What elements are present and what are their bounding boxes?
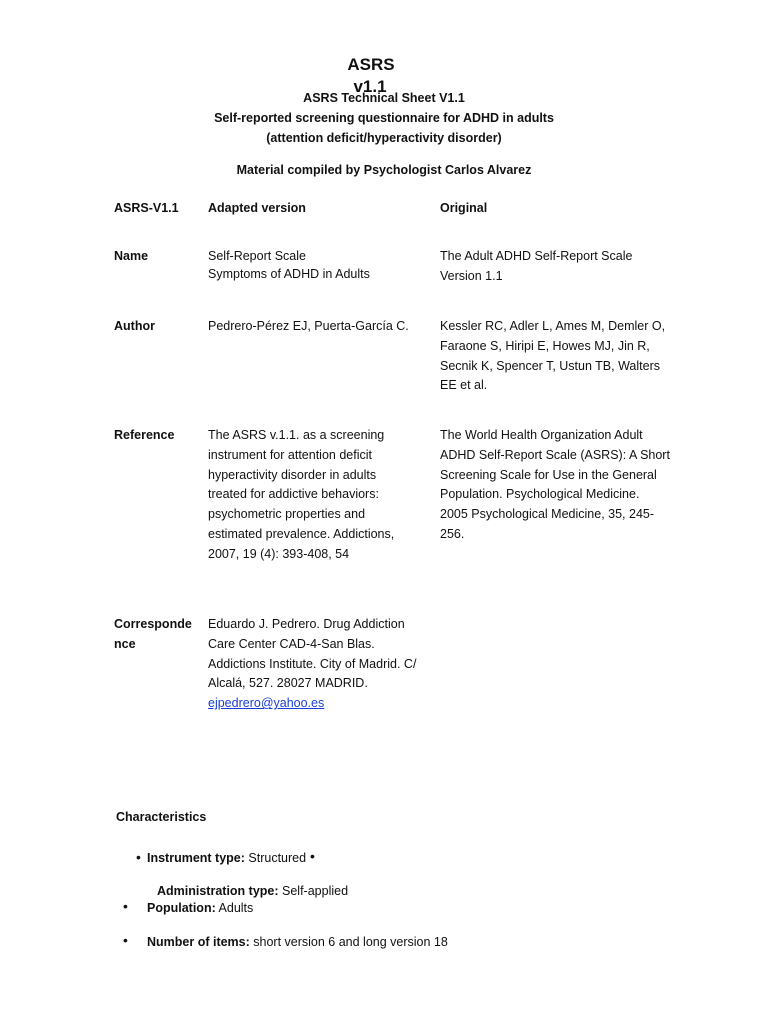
population-value: Adults [215, 901, 254, 915]
col-header-adapted: Adapted version [208, 201, 306, 215]
text-line: estimated prevalence. Addictions, [208, 526, 395, 541]
bullet-icon: • [310, 848, 315, 864]
number-of-items-label: Number of items: [147, 935, 250, 949]
instrument-type-value: Structured [244, 851, 307, 865]
author-original [440, 317, 665, 396]
name-original [440, 247, 632, 287]
text-line: Eduardo J. Pedrero. Drug Addiction [208, 617, 405, 631]
row-label-name: Name [114, 249, 149, 263]
text-line: Alcalá, 527. 28027 MADRID. [208, 676, 368, 691]
text-line: Care Center CAD-4-San Blas. [208, 636, 375, 651]
name-adapted [208, 247, 370, 285]
text-line: Secnik K, Spencer T, Ustun TB, Walters [440, 358, 660, 373]
compiled-by: Material compiled by Psychologist Carlos Alvarez [236, 163, 532, 177]
number-of-items-value: short version 6 and long version 18 [249, 935, 448, 949]
bullet-icon: • [123, 898, 128, 914]
text-line: Corresponde [114, 617, 192, 631]
bullet-icon: • [136, 849, 141, 865]
administration-type-value: Self-applied [278, 884, 349, 898]
reference-original [440, 426, 670, 545]
logo-line-1: ASRS [347, 55, 395, 74]
number-of-items-item [147, 933, 448, 953]
text-line: hyperactivity disorder in adults [208, 467, 377, 482]
text-line: Symptoms of ADHD in Adults [208, 266, 370, 281]
text-line: Addictions Institute. City of Madrid. C/ [208, 656, 417, 671]
logo-line-2: v1.1 [353, 77, 387, 96]
author-adapted: Pedrero-Pérez EJ, Puerta-García C. [208, 319, 409, 333]
text-line: psychometric properties and [208, 507, 366, 522]
bullet-icon: • [123, 932, 128, 948]
text-line: Kessler RC, Adler L, Ames M, Demler O, [440, 319, 666, 333]
text-line: 2007, 19 (4): 393-408, 54 [208, 546, 350, 561]
text-line: Version 1.1 [440, 268, 503, 283]
row-label-correspondence [114, 615, 192, 655]
subtitle-line-1: Self-reported screening questionnaire for ADHD in adults [214, 111, 554, 125]
reference-adapted [208, 426, 394, 565]
text-line: The ASRS v.1.1. as a screening [208, 428, 385, 442]
text-line: ADHD Self-Report Scale (ASRS): A Short [440, 447, 670, 462]
population-label: Population: [147, 901, 216, 915]
instrument-type-item [147, 849, 306, 869]
subtitle-line-2: (attention deficit/hyperactivity disorder) [266, 131, 502, 145]
text-line: nce [114, 636, 136, 651]
text-line: treated for addictive behaviors: [208, 487, 379, 502]
characteristics-heading: Characteristics [116, 810, 207, 824]
correspondence-adapted [208, 615, 416, 714]
administration-type-label: Administration type: [157, 884, 279, 898]
email-link[interactable]: ejpedrero@yahoo.es [208, 696, 325, 711]
text-line: EE et al. [440, 378, 488, 393]
text-line: The World Health Organization Adult [440, 428, 643, 442]
col-header-original: Original [440, 201, 488, 215]
text-line: 2005 Psychological Medicine, 35, 245- [440, 507, 655, 522]
text-line: 256. [440, 526, 465, 541]
text-line: Faraone S, Hiripi E, Howes MJ, Jin R, [440, 338, 650, 353]
row-label-reference: Reference [114, 428, 175, 442]
text-line: Self-Report Scale [208, 249, 306, 263]
col-header-asrs: ASRS-V1.1 [114, 201, 179, 215]
text-line: Population. Psychological Medicine. [440, 487, 640, 502]
text-line: instrument for attention deficit [208, 447, 372, 462]
instrument-type-label: Instrument type: [147, 851, 245, 865]
text-line: The Adult ADHD Self-Report Scale [440, 249, 633, 263]
row-label-author: Author [114, 319, 155, 333]
sheet-title: ASRS Technical Sheet V1.1 [303, 91, 465, 105]
population-item [147, 899, 253, 919]
text-line: Screening Scale for Use in the General [440, 467, 657, 482]
